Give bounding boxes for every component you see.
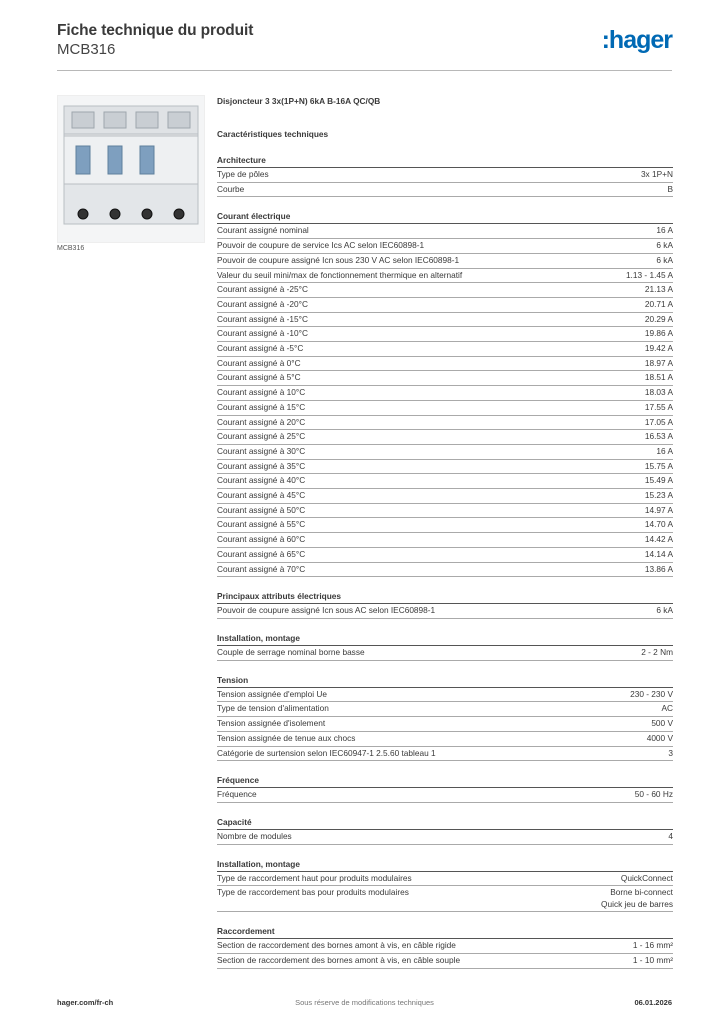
spec-label: Section de raccordement des bornes amont à vis, en câble rigide: [217, 940, 456, 951]
spec-section: [217, 631, 673, 661]
spec-label: Courant assigné à 30°C: [217, 445, 306, 456]
spec-value: 20.71 A: [644, 298, 673, 309]
spec-label: Pouvoir de coupure assigné Icn sous 230 V AC selon IEC60898-1: [217, 254, 460, 265]
spec-value: 15.75 A: [644, 460, 673, 471]
spec-row: [217, 563, 673, 578]
spec-value: 21.13 A: [644, 284, 673, 295]
spec-section: [217, 673, 673, 762]
spec-value: 19.86 A: [644, 328, 673, 339]
spec-label: Type de tension d'alimentation: [217, 703, 329, 714]
product-name: Disjoncteur 3 3x(1P+N) 6kA B-16A QC/QB: [217, 96, 381, 106]
document-title: Fiche technique du produit: [57, 22, 254, 39]
spec-row: [217, 886, 673, 912]
spec-row: [217, 788, 673, 803]
spec-value: 14.70 A: [644, 519, 673, 530]
spec-value: 1 - 16 mm²: [632, 940, 673, 951]
spec-label: Tension assignée de tenue aux chocs: [217, 732, 356, 743]
spec-label: Courant assigné à 20°C: [217, 416, 306, 427]
spec-row: [217, 283, 673, 298]
section-title: Fréquence: [217, 773, 673, 788]
spec-value: 15.23 A: [644, 490, 673, 501]
spec-value: 18.51 A: [644, 372, 673, 383]
spec-value: 17.55 A: [644, 401, 673, 412]
spec-row: [217, 646, 673, 661]
spec-row: [217, 183, 673, 198]
spec-label: Fréquence: [217, 789, 257, 800]
spec-value: 18.97 A: [644, 357, 673, 368]
spec-row: [217, 386, 673, 401]
spec-value: 4: [668, 830, 673, 841]
spec-label: Nombre de modules: [217, 830, 292, 841]
spec-section: [217, 589, 673, 619]
spec-label: Courant assigné à 45°C: [217, 490, 306, 501]
spec-value: QuickConnect: [620, 872, 673, 883]
spec-label: Courant assigné à -20°C: [217, 298, 308, 309]
spec-label: Courant assigné à 35°C: [217, 460, 306, 471]
spec-row: [217, 327, 673, 342]
spec-value: 18.03 A: [644, 387, 673, 398]
spec-value: 14.42 A: [644, 534, 673, 545]
spec-label: Pouvoir de coupure de service Ics AC selon IEC60898-1: [217, 240, 425, 251]
spec-row: [217, 269, 673, 284]
spec-label: Courant assigné à 15°C: [217, 401, 306, 412]
spec-value: 1.13 - 1.45 A: [625, 269, 673, 280]
spec-label: Courant assigné à 60°C: [217, 534, 306, 545]
spec-value: 13.86 A: [644, 563, 673, 574]
spec-section: [217, 153, 673, 197]
spec-value: 2 - 2 Nm: [641, 646, 673, 657]
spec-row: [217, 732, 673, 747]
image-caption: MCB316: [57, 245, 85, 252]
spec-label: Courant assigné à 25°C: [217, 431, 306, 442]
spec-value: 6 kA: [656, 240, 673, 251]
spec-label: Courant assigné à 65°C: [217, 548, 306, 559]
section-title: Installation, montage: [217, 857, 673, 872]
spec-value: 17.05 A: [644, 416, 673, 427]
spec-row: [217, 239, 673, 254]
spec-label: Courant assigné à 10°C: [217, 387, 306, 398]
spec-row: [217, 430, 673, 445]
spec-section: [217, 857, 673, 913]
spec-row: [217, 489, 673, 504]
spec-row: [217, 254, 673, 269]
spec-label: Courant assigné à -15°C: [217, 313, 308, 324]
spec-value: 6 kA: [656, 254, 673, 265]
spec-label: Tension assignée d'emploi Ue: [217, 688, 327, 699]
spec-value: 20.29 A: [644, 313, 673, 324]
spec-label: Courant assigné à -5°C: [217, 343, 304, 354]
spec-row: [217, 168, 673, 183]
page-header: [57, 22, 672, 70]
spec-label: Courant assigné à 40°C: [217, 475, 306, 486]
spec-section: [217, 773, 673, 803]
spec-row: [217, 342, 673, 357]
spec-row: [217, 401, 673, 416]
footer-disclaimer: Sous réserve de modifications techniques: [295, 998, 434, 1007]
spec-label: Courbe: [217, 183, 245, 194]
spec-label: Type de pôles: [217, 169, 269, 179]
spec-section: [217, 815, 673, 845]
spec-sheet: [217, 94, 673, 969]
spec-row: [217, 747, 673, 762]
spec-value: 50 - 60 Hz: [634, 789, 673, 800]
spec-row: [217, 954, 673, 969]
spec-value: 16.53 A: [644, 431, 673, 442]
spec-row: [217, 604, 673, 619]
spec-value: 3: [668, 747, 673, 758]
spec-row: [217, 717, 673, 732]
spec-section: [217, 209, 673, 577]
spec-value: 4000 V: [646, 732, 673, 743]
hager-logo: :hager: [601, 26, 672, 54]
section-title: Raccordement: [217, 924, 673, 939]
spec-row: [217, 872, 673, 887]
spec-label: Type de raccordement haut pour produits modulaires: [217, 872, 412, 883]
spec-value: 14.97 A: [644, 504, 673, 515]
spec-row: [217, 460, 673, 475]
product-reference: MCB316: [57, 41, 116, 58]
spec-row: [217, 939, 673, 954]
spec-row: [217, 445, 673, 460]
section-title: Tension: [217, 673, 673, 688]
spec-label: Courant assigné à 55°C: [217, 519, 306, 530]
section-title: Architecture: [217, 153, 673, 168]
spec-label: Catégorie de surtension selon IEC60947-1 2.5.60 tableau 1: [217, 747, 436, 758]
spec-label: Couple de serrage nominal borne basse: [217, 646, 365, 657]
spec-label: Courant assigné à 70°C: [217, 563, 306, 574]
spec-label: Section de raccordement des bornes amont à vis, en câble souple: [217, 955, 461, 966]
spec-value: 14.14 A: [644, 548, 673, 559]
spec-label: Valeur du seuil mini/max de fonctionnement thermique en alternatif: [217, 269, 463, 280]
spec-value: 3x 1P+N: [640, 169, 673, 179]
spec-row: [217, 313, 673, 328]
spec-value: 15.49 A: [644, 475, 673, 486]
spec-label: Courant assigné à 5°C: [217, 372, 301, 383]
footer-website[interactable]: hager.com/fr-ch: [57, 998, 114, 1007]
spec-value: 16 A: [656, 445, 673, 456]
spec-label: Type de raccordement bas pour produits modulaires: [217, 887, 409, 898]
spec-label: Courant assigné à 0°C: [217, 357, 301, 368]
spec-label: Courant assigné à 50°C: [217, 504, 306, 515]
spec-value: 6 kA: [656, 605, 673, 616]
spec-row: [217, 518, 673, 533]
spec-row: [217, 504, 673, 519]
section-title: Principaux attributs électriques: [217, 589, 673, 604]
spec-value: 500 V: [651, 718, 673, 729]
spec-value: 16 A: [656, 225, 673, 236]
spec-value: 230 - 230 V: [630, 688, 673, 699]
section-title: Capacité: [217, 815, 673, 830]
spec-row: [217, 830, 673, 845]
spec-value: B: [667, 183, 673, 194]
spec-value: 1 - 10 mm²: [632, 955, 673, 966]
specs-title: Caractéristiques techniques: [217, 129, 329, 139]
spec-row: [217, 548, 673, 563]
spec-row: [217, 371, 673, 386]
spec-label: Tension assignée d'isolement: [217, 718, 326, 729]
spec-row: [217, 474, 673, 489]
section-title: Installation, montage: [217, 631, 673, 646]
spec-row: [217, 416, 673, 431]
spec-sections: [217, 153, 673, 969]
footer-date: 06.01.2026: [634, 998, 672, 1007]
header-divider: [57, 70, 672, 71]
spec-value: 19.42 A: [644, 343, 673, 354]
spec-row: [217, 298, 673, 313]
spec-row: [217, 533, 673, 548]
spec-label: Pouvoir de coupure assigné Icn sous AC selon IEC60898-1: [217, 605, 436, 616]
spec-label: Courant assigné à -10°C: [217, 328, 308, 339]
product-image: [57, 95, 205, 243]
spec-row: [217, 357, 673, 372]
spec-row: [217, 688, 673, 703]
spec-label: Courant assigné à -25°C: [217, 284, 308, 295]
section-title: Courant électrique: [217, 209, 673, 224]
spec-value: AC: [661, 703, 673, 714]
spec-label: Courant assigné nominal: [217, 225, 309, 236]
spec-row: [217, 224, 673, 239]
spec-row: [217, 702, 673, 717]
spec-section: [217, 924, 673, 968]
spec-value: Borne bi-connect Quick jeu de barres: [601, 887, 673, 909]
